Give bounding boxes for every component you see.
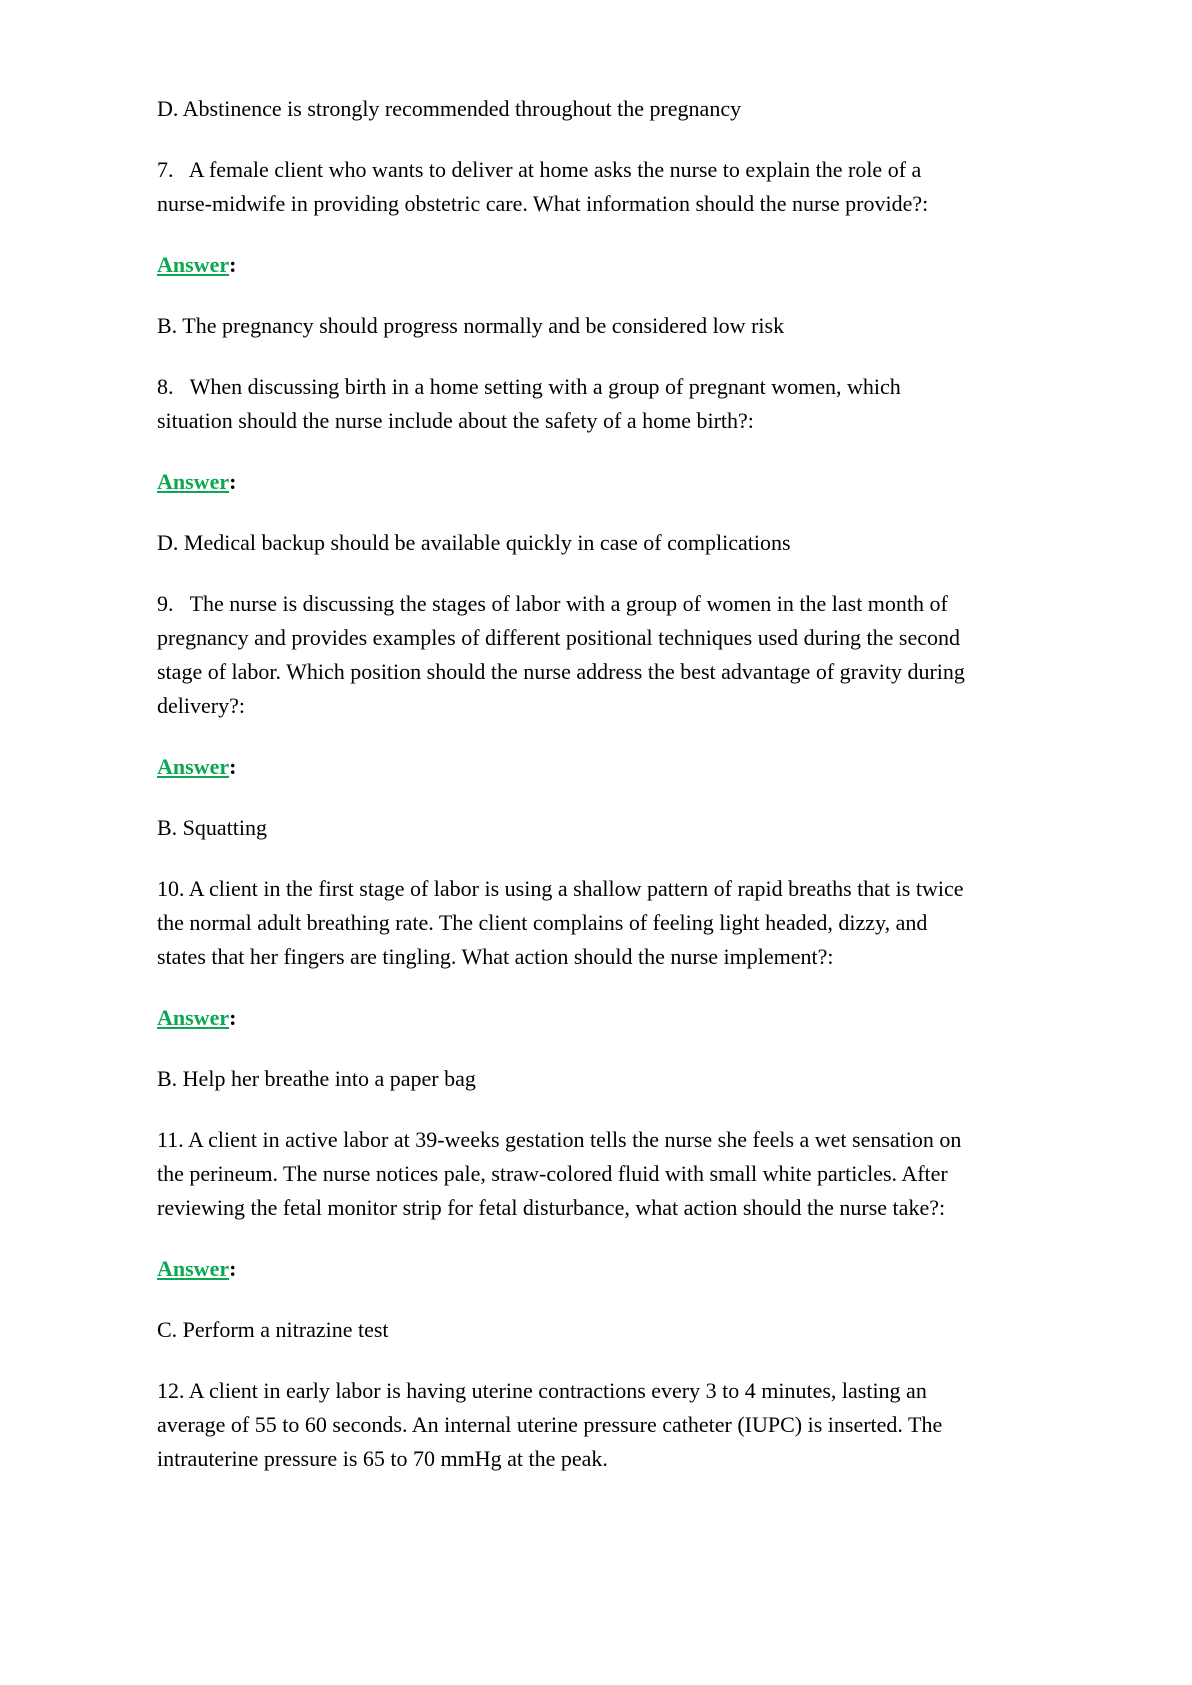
question-text (157, 153, 967, 221)
answer-colon: : (229, 1256, 237, 1281)
paragraph-text: D. Abstinence is strongly recommended throughout the pregnancy (157, 96, 742, 121)
answer-colon: : (229, 469, 237, 494)
answer-row (157, 750, 967, 784)
paragraph-text: 9. The nurse is discussing the stages of labor with a group of women in the last month of pregnancy and provides examples of different positional techniques used during the second stage of labor. Which position should the nurse address the best advantage of gravity during delivery?: (157, 591, 971, 718)
answer-link[interactable]: Answer (157, 1005, 230, 1030)
paragraph-text: 8. When discussing birth in a home setting with a group of pregnant women, which situation should the nurse include about the safety of a home birth?: (157, 374, 907, 433)
answer-link[interactable]: Answer (157, 1256, 230, 1281)
paragraph-text: C. Perform a nitrazine test (157, 1317, 389, 1342)
answer-link[interactable]: Answer (157, 252, 230, 277)
paragraph-text: D. Medical backup should be available quickly in case of complications (157, 530, 791, 555)
answer-option-text (157, 92, 967, 126)
answer-option-text (157, 309, 967, 343)
answer-option-text (157, 526, 967, 560)
answer-row (157, 465, 967, 499)
paragraph-text: B. The pregnancy should progress normally and be considered low risk (157, 313, 785, 338)
question-text (157, 587, 971, 723)
question-text (157, 370, 967, 438)
question-text (157, 1374, 967, 1476)
answer-option-text (157, 811, 967, 845)
question-text (157, 872, 967, 974)
question-text (157, 1123, 967, 1225)
paragraph-text: B. Squatting (157, 815, 268, 840)
answer-link[interactable]: Answer (157, 754, 230, 779)
answer-row (157, 1001, 967, 1035)
answer-option-text (157, 1062, 967, 1096)
answer-row (157, 1252, 967, 1286)
paragraph-text: 10. A client in the first stage of labor is using a shallow pattern of rapid breaths that is twice the normal adult breathing rate. The client complains of feeling light headed, dizzy, and states that her fingers are tingling. What action should the nurse implement?: (157, 876, 969, 969)
answer-link[interactable]: Answer (157, 469, 230, 494)
paragraph-text: 11. A client in active labor at 39-weeks gestation tells the nurse she feels a wet sensation on the perineum. The nurse notices pale, straw-colored fluid with small white particles. After reviewing the fetal monitor strip for fetal disturbance, what action should the nurse take?: (157, 1127, 967, 1220)
answer-option-text (157, 1313, 967, 1347)
paragraph-text: 7. A female client who wants to deliver at home asks the nurse to explain the role of a nurse-midwife in providing obstetric care. What information should the nurse provide?: (157, 157, 929, 216)
answer-colon: : (229, 252, 237, 277)
answer-colon: : (229, 1005, 237, 1030)
paragraph-text: B. Help her breathe into a paper bag (157, 1066, 476, 1091)
answer-colon: : (229, 754, 237, 779)
answer-row (157, 248, 967, 282)
document-body (157, 92, 971, 1476)
paragraph-text: 12. A client in early labor is having uterine contractions every 3 to 4 minutes, lasting an average of 55 to 60 seconds. An internal uterine pressure catheter (IUPC) is inserted. The intrauterine pressure is 65 to 70 mmHg at the peak. (157, 1378, 948, 1471)
